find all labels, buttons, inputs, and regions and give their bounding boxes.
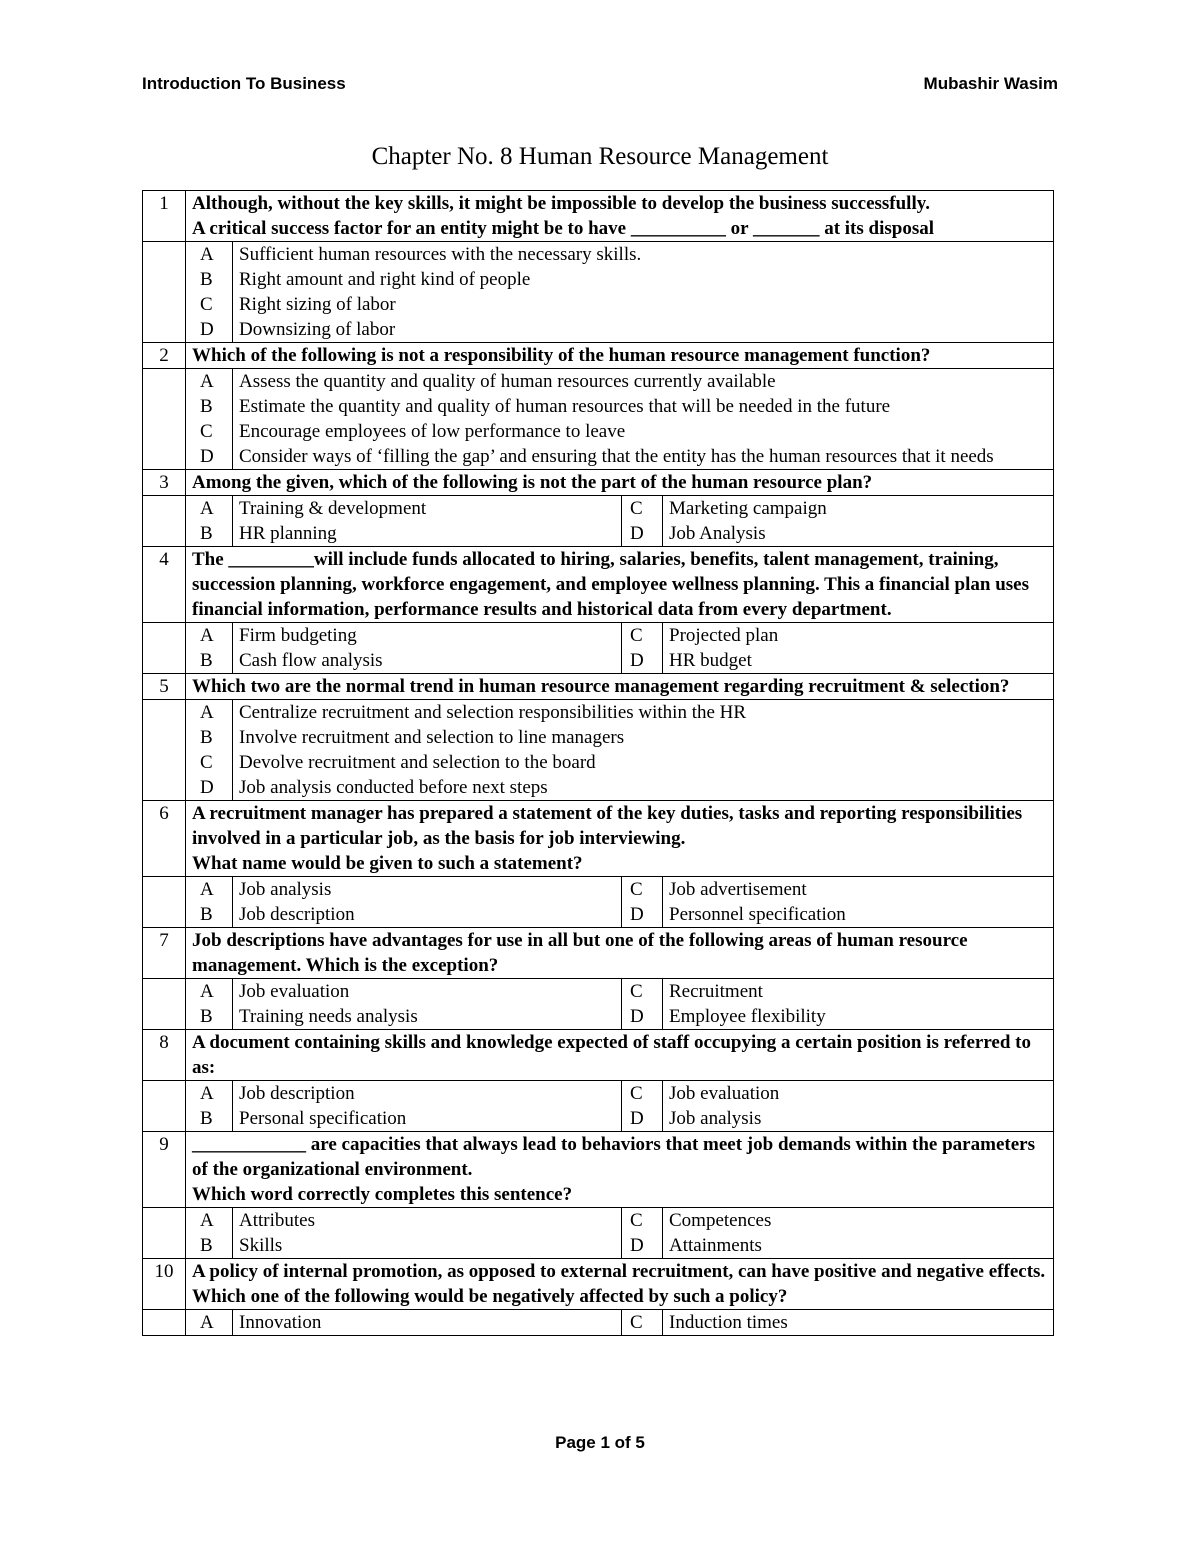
option-letter: D: [622, 1004, 663, 1029]
option-letter: C: [622, 496, 663, 521]
options-list: [192, 496, 1047, 546]
option-pair-row: [192, 648, 1047, 673]
option-text: Right amount and right kind of people: [239, 269, 531, 290]
option-text: Sufficient human resources with the necessary skills.: [239, 244, 642, 265]
options-number-cell: [143, 700, 186, 801]
option-letter: C: [622, 623, 663, 648]
question-text: [186, 1030, 1054, 1081]
question-line: A recruitment manager has prepared a statement of the key duties, tasks and reporting responsibilities involved in a particular job, as the basis for job interviewing.: [192, 803, 1023, 849]
options-number-cell: [143, 623, 186, 674]
question-line: A policy of internal promotion, as opposed to external recruitment, can have positive and negative effects. Which one of the following would be negatively affected by such a policy?: [192, 1261, 1046, 1307]
question-row: [143, 1132, 1054, 1208]
option-letter: B: [192, 902, 233, 927]
options-row: [143, 623, 1054, 674]
question-row: [143, 470, 1054, 496]
option-letter: A: [192, 496, 233, 521]
option-text: Centralize recruitment and selection responsibilities within the HR: [239, 702, 747, 723]
option-pair-row: [192, 902, 1047, 927]
question-line: Which of the following is not a responsibility of the human resource management function?: [192, 345, 931, 366]
options-cell: [186, 369, 1054, 470]
option-text: HR planning: [233, 521, 622, 546]
question-row: [143, 343, 1054, 369]
question-line: Which two are the normal trend in human resource management regarding recruitment & selection?: [192, 676, 1010, 697]
option-letter: A: [192, 369, 233, 394]
question-number: 9: [143, 1132, 186, 1208]
question-row: [143, 928, 1054, 979]
option-text: Skills: [233, 1233, 622, 1258]
options-number-cell: [143, 1081, 186, 1132]
question-number: 6: [143, 801, 186, 877]
question-number: 4: [143, 547, 186, 623]
options-list: [192, 1081, 1047, 1131]
options-number-cell: [143, 877, 186, 928]
header-author: Mubashir Wasim: [923, 74, 1058, 93]
options-row: [143, 1310, 1054, 1336]
option-item: [192, 775, 1047, 800]
page-title: Chapter No. 8 Human Resource Management: [371, 143, 829, 170]
option-letter: B: [192, 521, 233, 546]
question-row: [143, 1030, 1054, 1081]
options-cell: [186, 242, 1054, 343]
option-letter: A: [192, 1208, 233, 1233]
option-text: Encourage employees of low performance to leave: [239, 421, 626, 442]
option-letter: C: [622, 1310, 663, 1335]
question-number: 2: [143, 343, 186, 369]
option-letter: A: [192, 979, 233, 1004]
question-text: [186, 470, 1054, 496]
question-number: 3: [143, 470, 186, 496]
option-text: Attributes: [233, 1208, 622, 1233]
option-text: Consider ways of ‘filling the gap’ and ensuring that the entity has the human resources that it needs: [239, 446, 994, 467]
option-letter: B: [192, 725, 233, 750]
question-number: 8: [143, 1030, 186, 1081]
options-list: [192, 1208, 1047, 1258]
options-cell: [186, 700, 1054, 801]
option-letter: D: [192, 444, 233, 469]
option-letter: D: [192, 317, 233, 342]
options-row: [143, 979, 1054, 1030]
option-pair-row: [192, 1208, 1047, 1233]
option-letter: D: [192, 775, 233, 800]
header-course-title: Introduction To Business: [142, 74, 346, 93]
option-letter: D: [622, 1233, 663, 1258]
option-text: Job description: [233, 1081, 622, 1106]
option-item: [192, 725, 1047, 750]
option-text: Attainments: [669, 1235, 762, 1256]
option-text: Right sizing of labor: [239, 294, 396, 315]
option-text: Competences: [669, 1210, 772, 1231]
option-text: Job evaluation: [233, 979, 622, 1004]
option-item: [192, 317, 1047, 342]
option-letter: B: [192, 267, 233, 292]
question-line: A document containing skills and knowledge expected of staff occupying a certain position is referred to as:: [192, 1032, 1031, 1078]
option-text: Estimate the quantity and quality of human resources that will be needed in the future: [239, 396, 891, 417]
option-text: Induction times: [669, 1312, 788, 1333]
question-number: 7: [143, 928, 186, 979]
options-row: [143, 877, 1054, 928]
question-row: [143, 1259, 1054, 1310]
option-letter: C: [192, 419, 233, 444]
options-number-cell: [143, 1208, 186, 1259]
option-pair-row: [192, 496, 1047, 521]
options-list: [192, 979, 1047, 1029]
question-line: A critical success factor for an entity might be to have __________ or _______ at its disposal: [192, 218, 935, 239]
option-letter: D: [622, 902, 663, 927]
option-text: Job analysis: [669, 1108, 762, 1129]
option-letter: A: [192, 700, 233, 725]
option-pair-row: [192, 1310, 1047, 1335]
question-text: [186, 547, 1054, 623]
option-text: Marketing campaign: [669, 498, 827, 519]
option-text: Training & development: [233, 496, 622, 521]
options-cell: [186, 1310, 1054, 1336]
question-line: Which word correctly completes this sentence?: [192, 1184, 573, 1205]
option-text: Training needs analysis: [233, 1004, 622, 1029]
option-letter: C: [192, 292, 233, 317]
option-item: [192, 394, 1047, 419]
question-line: Job descriptions have advantages for use in all but one of the following areas of human resource management. Which is the exception?: [192, 930, 968, 976]
options-row: [143, 700, 1054, 801]
option-text: Assess the quantity and quality of human resources currently available: [239, 371, 776, 392]
option-letter: D: [622, 521, 663, 546]
question-number: 5: [143, 674, 186, 700]
question-text: [186, 1132, 1054, 1208]
option-letter: B: [192, 1106, 233, 1131]
option-letter: C: [622, 877, 663, 902]
options-number-cell: [143, 1310, 186, 1336]
option-letter: C: [622, 1081, 663, 1106]
options-row: [143, 369, 1054, 470]
options-list: [192, 242, 1047, 342]
option-item: [192, 700, 1047, 725]
option-text: Devolve recruitment and selection to the board: [239, 752, 596, 773]
option-letter: C: [192, 750, 233, 775]
options-cell: [186, 496, 1054, 547]
option-text: HR budget: [669, 650, 752, 671]
option-text: Innovation: [233, 1310, 622, 1335]
option-text: Job advertisement: [669, 879, 807, 900]
option-letter: D: [622, 648, 663, 673]
option-item: [192, 292, 1047, 317]
option-text: Cash flow analysis: [233, 648, 622, 673]
option-text: Job analysis: [233, 877, 622, 902]
option-letter: A: [192, 877, 233, 902]
question-row: [143, 191, 1054, 242]
option-letter: A: [192, 242, 233, 267]
option-item: [192, 444, 1047, 469]
options-cell: [186, 623, 1054, 674]
options-number-cell: [143, 496, 186, 547]
question-number: 1: [143, 191, 186, 242]
question-row: [143, 674, 1054, 700]
question-text: [186, 674, 1054, 700]
option-text: Downsizing of labor: [239, 319, 396, 340]
option-letter: C: [622, 1208, 663, 1233]
question-row: [143, 801, 1054, 877]
page-number: Page 1 of 5: [555, 1433, 645, 1452]
option-letter: A: [192, 623, 233, 648]
question-line: ____________ are capacities that always lead to behaviors that meet job demands within the parameters of the organizational environment.: [192, 1134, 1035, 1180]
option-item: [192, 369, 1047, 394]
question-number: 10: [143, 1259, 186, 1310]
option-text: Firm budgeting: [233, 623, 622, 648]
option-pair-row: [192, 979, 1047, 1004]
options-row: [143, 242, 1054, 343]
options-cell: [186, 1208, 1054, 1259]
option-pair-row: [192, 623, 1047, 648]
option-text: Recruitment: [669, 981, 763, 1002]
option-item: [192, 750, 1047, 775]
options-number-cell: [143, 242, 186, 343]
option-text: Job evaluation: [669, 1083, 780, 1104]
options-list: [192, 369, 1047, 469]
option-pair-row: [192, 1004, 1047, 1029]
option-text: Personnel specification: [669, 904, 846, 925]
question-text: [186, 1259, 1054, 1310]
option-text: Job Analysis: [669, 523, 766, 544]
options-list: [192, 700, 1047, 800]
option-text: Job description: [233, 902, 622, 927]
options-row: [143, 1081, 1054, 1132]
question-line: Although, without the key skills, it might be impossible to develop the business successfully.: [192, 193, 930, 214]
option-letter: D: [622, 1106, 663, 1131]
option-item: [192, 242, 1047, 267]
options-number-cell: [143, 369, 186, 470]
option-letter: A: [192, 1081, 233, 1106]
option-item: [192, 419, 1047, 444]
options-row: [143, 496, 1054, 547]
options-number-cell: [143, 979, 186, 1030]
question-line: Among the given, which of the following is not the part of the human resource plan?: [192, 472, 873, 493]
option-letter: C: [622, 979, 663, 1004]
option-text: Projected plan: [669, 625, 779, 646]
option-letter: A: [192, 1310, 233, 1335]
question-row: [143, 547, 1054, 623]
question-text: [186, 928, 1054, 979]
option-letter: B: [192, 1233, 233, 1258]
options-cell: [186, 979, 1054, 1030]
options-cell: [186, 877, 1054, 928]
question-table: [142, 190, 1054, 1336]
question-text: [186, 801, 1054, 877]
options-row: [143, 1208, 1054, 1259]
option-pair-row: [192, 1106, 1047, 1131]
option-letter: B: [192, 1004, 233, 1029]
options-list: [192, 623, 1047, 673]
option-letter: B: [192, 648, 233, 673]
options-list: [192, 1310, 1047, 1335]
option-pair-row: [192, 877, 1047, 902]
question-line: What name would be given to such a statement?: [192, 853, 583, 874]
question-text: [186, 191, 1054, 242]
option-text: Employee flexibility: [669, 1006, 826, 1027]
question-line: The _________will include funds allocated to hiring, salaries, benefits, talent management, training, succession planning, workforce engagement, and employee wellness planning. This a financial plan uses financial information, performance results and historical data from every department.: [192, 549, 1029, 620]
option-item: [192, 267, 1047, 292]
option-pair-row: [192, 521, 1047, 546]
options-list: [192, 877, 1047, 927]
option-pair-row: [192, 1233, 1047, 1258]
option-text: Job analysis conducted before next steps: [239, 777, 548, 798]
question-text: [186, 343, 1054, 369]
options-cell: [186, 1081, 1054, 1132]
option-letter: B: [192, 394, 233, 419]
option-pair-row: [192, 1081, 1047, 1106]
option-text: Involve recruitment and selection to line managers: [239, 727, 625, 748]
option-text: Personal specification: [233, 1106, 622, 1131]
